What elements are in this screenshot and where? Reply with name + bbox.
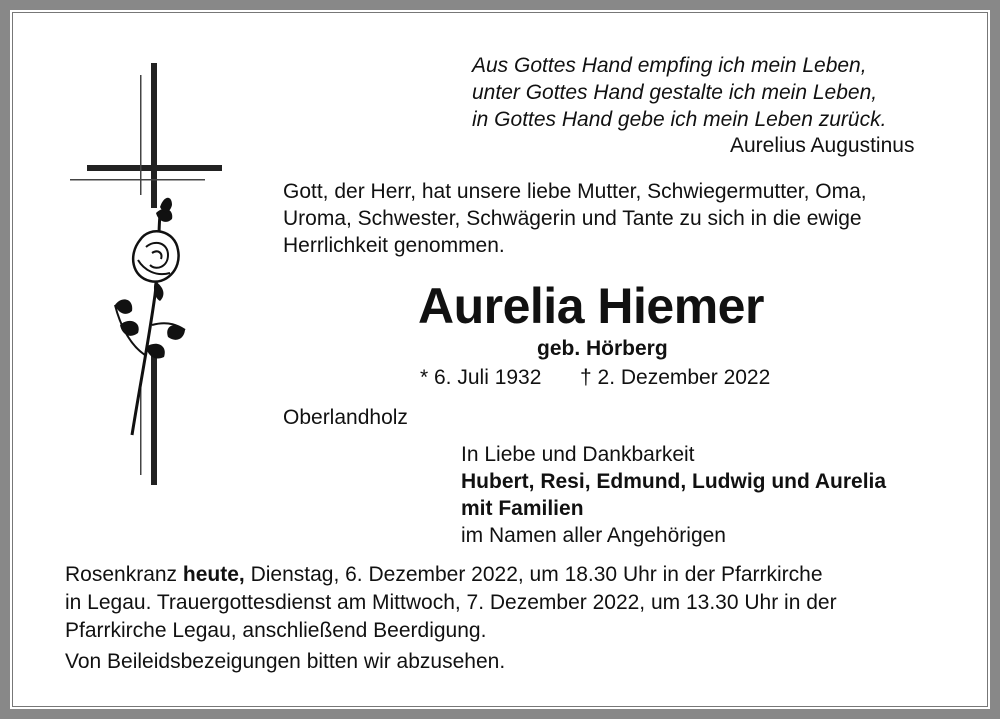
quote-line: Aus Gottes Hand empfing ich mein Leben,	[472, 54, 867, 77]
maiden-name: geb. Hörberg	[537, 337, 668, 360]
mourners-block	[461, 441, 886, 549]
birth-date: * 6. Juli 1932	[420, 366, 542, 389]
intro-text	[283, 178, 867, 259]
place-of-residence: Oberlandholz	[283, 406, 408, 429]
service-text: Dienstag, 6. Dezember 2022, um 18.30 Uhr in der Pfarrkirche	[244, 563, 823, 586]
closing-note: Von Beileidsbezeigungen bitten wir abzusehen.	[65, 650, 506, 673]
mourners-names: Hubert, Resi, Edmund, Ludwig und Aurelia	[461, 470, 887, 493]
service-line: Pfarrkirche Legau, anschließend Beerdigung.	[65, 619, 487, 642]
quote-line: in Gottes Hand gebe ich mein Leben zurück.	[472, 108, 887, 131]
service-line	[65, 561, 837, 589]
cross-with-rose-icon	[60, 55, 230, 495]
intro-line: Gott, der Herr, hat unsere liebe Mutter, Schwiegermutter, Oma,	[283, 180, 867, 203]
death-date: † 2. Dezember 2022	[580, 366, 771, 389]
mourners-intro: In Liebe und Dankbarkeit	[461, 443, 695, 466]
deceased-name: Aurelia Hiemer	[418, 278, 764, 334]
quote-line: unter Gottes Hand gestalte ich mein Leben,	[472, 81, 878, 104]
mourners-families: mit Familien	[461, 497, 584, 520]
service-line: in Legau. Trauergottesdienst am Mittwoch, 7. Dezember 2022, um 13.30 Uhr in der	[65, 591, 837, 614]
intro-line: Uroma, Schwester, Schwägerin und Tante zu sich in die ewige	[283, 207, 862, 230]
service-text: Rosenkranz	[65, 563, 183, 586]
service-info	[65, 561, 837, 645]
quote-block	[472, 52, 886, 133]
service-emphasis: heute,	[182, 563, 245, 586]
quote-author: Aurelius Augustinus	[730, 134, 915, 157]
mourners-outro: im Namen aller Angehörigen	[461, 524, 726, 547]
intro-line: Herrlichkeit genommen.	[283, 234, 505, 257]
